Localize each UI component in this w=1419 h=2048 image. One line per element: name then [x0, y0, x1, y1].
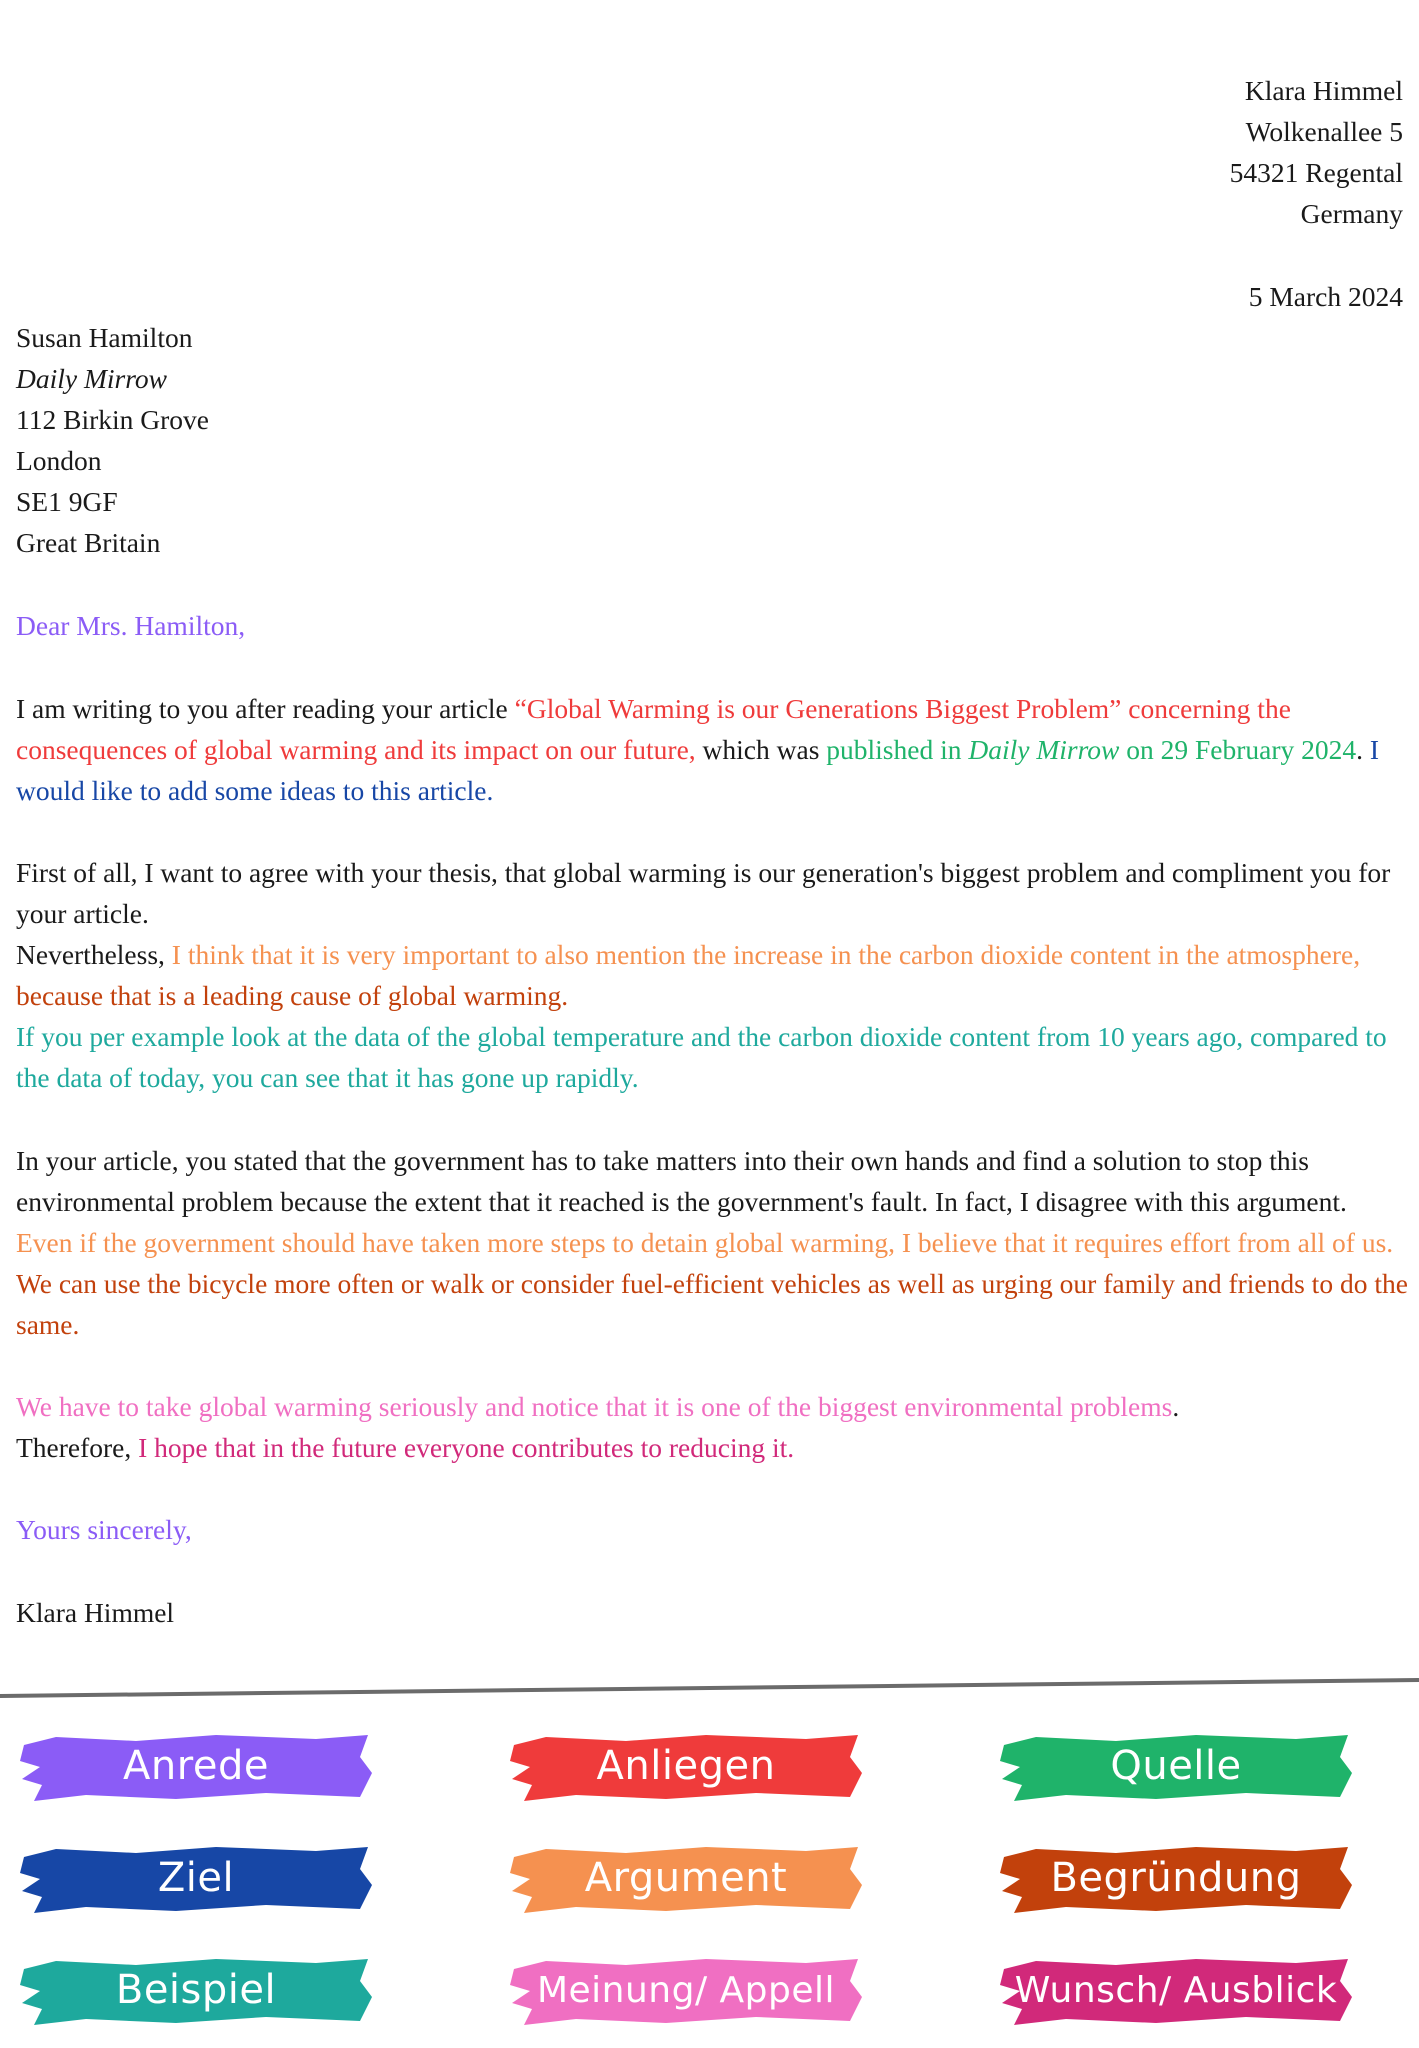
- wish-line: [16, 1427, 1408, 1468]
- divider-line: [0, 1668, 1419, 1708]
- legend-begruendung: [996, 1839, 1356, 1917]
- legend-ziel: [16, 1839, 376, 1917]
- salutation: Dear Mrs. Hamilton,: [16, 610, 246, 641]
- legend-quelle: [996, 1727, 1356, 1805]
- opinion-text: We have to take global warming seriously and notice that it is one of the biggest environmental problems: [16, 1391, 1173, 1422]
- recipient-postcode: SE1 9GF: [16, 486, 118, 517]
- connector-text: which was: [695, 734, 827, 765]
- example-text: If you per example look at the data of the global temperature and the carbon dioxide content from 10 years ago, compared to the data of today, you can see that it has gone up rapidly.: [16, 1021, 1387, 1093]
- article-concern: concerning the consequences of global warming and its impact on our future,: [16, 693, 1291, 765]
- argument-text: I think that it is very important to also mention the increase in the carbon dioxide content in the atmosphere,: [171, 939, 1361, 970]
- argument-text-two: Even if the government should have taken more steps to detain global warming, I believe that it requires effort from all of us.: [16, 1227, 1394, 1258]
- reason-text-two: We can use the bicycle more often or walk or consider fuel-efficient vehicles as well as urging our family and friends to do the same.: [16, 1268, 1408, 1340]
- sender-country: Germany: [1300, 198, 1403, 229]
- paragraph-argument-two: [16, 1140, 1408, 1345]
- legend-label: Begründung: [1050, 1854, 1302, 1901]
- recipient-publication: Daily Mirrow: [16, 363, 167, 394]
- color-legend: [0, 1715, 1419, 2035]
- sender-city: 54321 Regental: [1229, 157, 1403, 188]
- letter-date: 5 March 2024: [1248, 281, 1403, 312]
- therefore-text: Therefore,: [16, 1432, 139, 1463]
- legend-label: Quelle: [1110, 1742, 1242, 1789]
- legend-argument: [506, 1839, 866, 1917]
- source-prefix: published in: [826, 734, 969, 765]
- source-date: on 29 February 2024: [1119, 734, 1357, 765]
- period: .: [1356, 734, 1364, 765]
- legend-label: Ziel: [157, 1854, 235, 1901]
- source-paper: Daily Mirrow: [968, 734, 1120, 765]
- argument-line: [16, 934, 1408, 1016]
- closing: Yours sincerely,: [16, 1514, 192, 1545]
- recipient-country: Great Britain: [16, 527, 161, 558]
- agree-text: First of all, I want to agree with your thesis, that global warming is our generation's biggest problem and compliment you for your article.: [16, 857, 1391, 929]
- nevertheless-text: Nevertheless,: [16, 939, 172, 970]
- paragraph-conclusion: [16, 1386, 1408, 1468]
- legend-beispiel: [16, 1951, 376, 2029]
- reason-text: because that is a leading cause of global warming.: [16, 980, 569, 1011]
- legend-label: Argument: [584, 1854, 788, 1901]
- paragraph-intro: [16, 688, 1408, 811]
- paragraph-argument-one: [16, 852, 1408, 1098]
- wish-text: I hope that in the future everyone contributes to reducing it.: [138, 1432, 795, 1463]
- period-two: .: [1172, 1391, 1180, 1422]
- legend-anliegen: [506, 1727, 866, 1805]
- recipient-address: [16, 317, 209, 563]
- recipient-street: 112 Birkin Grove: [16, 404, 209, 435]
- legend-label: Wunsch/ Ausblick: [1014, 1969, 1338, 2011]
- legend-wunsch: [996, 1951, 1356, 2029]
- legend-label: Beispiel: [115, 1966, 277, 2013]
- sender-address: [1230, 70, 1403, 234]
- legend-label: Meinung/ Appell: [536, 1969, 836, 2011]
- legend-label: Anrede: [123, 1742, 269, 1789]
- opinion-line: [16, 1386, 1408, 1427]
- sender-name: Klara Himmel: [1244, 75, 1403, 106]
- recipient-city: London: [16, 445, 102, 476]
- statement-text: In your article, you stated that the government has to take matters into their own hands and find a solution to stop this environmental problem because the extent that it reached is the government's fault. In fact, I disagree with this argument.: [16, 1145, 1347, 1217]
- signature: Klara Himmel: [16, 1597, 175, 1628]
- recipient-name: Susan Hamilton: [16, 322, 193, 353]
- aim-text: I would like to add some ideas to this article.: [16, 734, 1380, 806]
- article-title: “Global Warming is our Generations Biggest Problem”: [514, 693, 1122, 724]
- intro-text: I am writing to you after reading your article: [16, 693, 515, 724]
- sender-street: Wolkenallee 5: [1245, 116, 1403, 147]
- legend-meinung: [506, 1951, 866, 2029]
- legend-label: Anliegen: [596, 1742, 776, 1789]
- legend-anrede: [16, 1727, 376, 1805]
